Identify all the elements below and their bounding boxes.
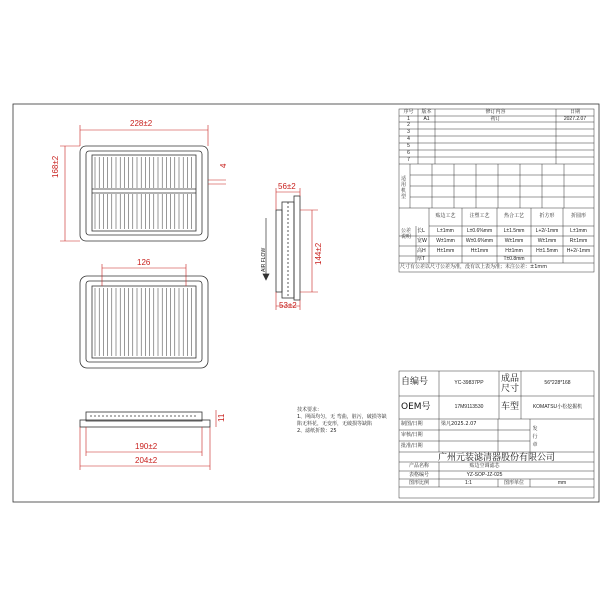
tolerance-cell: W±1mm	[504, 238, 524, 244]
stamp-label: 发行章	[532, 426, 538, 448]
unit-value: mm	[557, 480, 567, 486]
side-view	[276, 196, 300, 300]
drawing-border	[13, 104, 599, 502]
tolerance-cell: L±1mm	[437, 228, 454, 234]
tolerance-cell: H+2/-1mm	[566, 248, 591, 254]
tolerance-col-header: 注塑工艺	[469, 213, 490, 219]
tolerance-cell: H±1mm	[436, 248, 455, 254]
form-label: 表格编号	[408, 472, 429, 478]
bottom-view	[80, 412, 210, 427]
rev-row-content: 初订	[490, 116, 501, 122]
tolerance-cell: W±1mm	[436, 238, 455, 244]
dimension-lines	[60, 125, 226, 241]
revision-table-lines	[399, 109, 594, 272]
tolerance-cell: L±0.6%mm	[466, 228, 493, 234]
tolerance-cell: T±0.8mm	[503, 256, 525, 262]
title-block-lines	[399, 371, 594, 498]
tech-note-1: 1、网面均匀，无 弯曲，脏污，破损等缺陷无料花，无变形，无破损等缺陷	[297, 414, 387, 427]
dim-top-rib: 4	[219, 163, 228, 168]
applicable-models-label: 适用机型	[401, 176, 407, 200]
tolerance-col-header: 贴边工艺	[435, 213, 456, 219]
pleats	[95, 157, 192, 188]
dim-bottom-inner: 190±2	[135, 442, 158, 451]
tolerance-row-label: 长L	[417, 228, 425, 234]
unit-label: 图形单位	[503, 480, 524, 486]
pleats	[95, 194, 192, 229]
tolerance-desc-label: 公差说明	[401, 228, 412, 240]
rev-col-date: 日期	[569, 109, 580, 115]
tolerance-cell: L±1mm	[570, 228, 587, 234]
rev-row-no: 2	[407, 122, 410, 128]
rev-col-content: 修订内容	[485, 109, 506, 115]
tolerance-footnote: 尺寸有公差以尺寸公差为准，没有以上表为准；未注公差：±1mm	[400, 264, 548, 270]
dim-top-width: 228±2	[130, 119, 153, 128]
dim-side-height: 144±2	[314, 242, 323, 265]
drawn-value: 梁凡2025.2.07	[441, 421, 477, 427]
self-no-label: 自编号	[401, 377, 429, 387]
approve-label: 批准/日期	[401, 443, 423, 449]
dim-side-bottom: 53±2	[279, 301, 297, 310]
model-label: 车型	[500, 402, 519, 412]
oem-value: 17M9113530	[454, 404, 484, 410]
dim-bottom-h: 11	[217, 413, 226, 422]
rev-row-no: 4	[407, 136, 410, 142]
size-label: 成品尺寸	[500, 374, 519, 394]
tolerance-row-label: 高H	[417, 248, 426, 254]
tolerance-cell: H±1mm	[505, 248, 523, 254]
dimension-lines	[102, 264, 186, 286]
top-view	[80, 146, 208, 241]
dim-bottom-outer: 204±2	[135, 456, 158, 465]
tolerance-row-label: 厚T	[417, 256, 426, 262]
tolerance-cell: W±1mm	[537, 238, 557, 244]
check-label: 审核/日期	[401, 432, 423, 438]
product-label: 产品名称	[408, 463, 429, 469]
tech-notes-title: 技术要求：	[297, 407, 323, 413]
model-value: KOMATSU小松挖掘机	[532, 404, 583, 410]
tolerance-cell: R±1mm	[569, 238, 588, 244]
dim-top-height: 168±2	[51, 155, 60, 178]
size-value: 56*228*168	[544, 380, 571, 386]
rev-row-no: 7	[407, 157, 410, 163]
tolerance-col-header: 折方形	[539, 213, 555, 219]
tolerance-cell: H±1mm	[470, 248, 489, 254]
tolerance-cell: H±1.5mm	[536, 248, 558, 254]
form-value: YZ-SOP-JZ-025	[466, 472, 503, 478]
pleats	[95, 288, 192, 356]
rev-row-ver: A1	[423, 116, 430, 122]
middle-view	[80, 276, 208, 368]
self-no-value: YC-39837PP	[454, 380, 484, 386]
product-value: 贴边空调滤芯	[469, 463, 500, 469]
tolerance-cell: L+2/-1mm	[535, 228, 559, 234]
company-name: 广州元装滤清器股份有限公司	[437, 453, 555, 463]
scale-label: 图形比例	[408, 480, 429, 486]
airflow-label: AIR FLOW	[261, 247, 267, 272]
tolerance-cell: L±1.5mm	[503, 228, 525, 234]
tolerance-col-header: 热合工艺	[503, 213, 524, 219]
tolerance-row-label: 宽W	[417, 238, 427, 244]
rev-row-no: 3	[407, 129, 410, 135]
scale-value: 1:1	[465, 480, 472, 486]
oem-label: OEM号	[401, 402, 431, 412]
rev-col-ver: 版本	[421, 109, 432, 115]
dim-middle-inner: 126	[137, 258, 151, 267]
rev-col-no: 序号	[403, 109, 414, 115]
dim-side-depth: 56±2	[278, 182, 296, 191]
drawn-label: 制图/日期	[401, 421, 423, 427]
tolerance-cell: W±0.6%mm	[465, 238, 494, 244]
tech-notes	[297, 407, 389, 435]
rev-row-no: 5	[407, 143, 410, 149]
rev-row-no: 1	[407, 116, 410, 122]
tech-note-2: 2、滤纸折数：25	[297, 428, 337, 434]
tolerance-col-header: 折圆形	[570, 213, 586, 219]
rev-row-date: 2027.2.07	[563, 116, 587, 122]
rev-row-no: 6	[407, 150, 410, 156]
